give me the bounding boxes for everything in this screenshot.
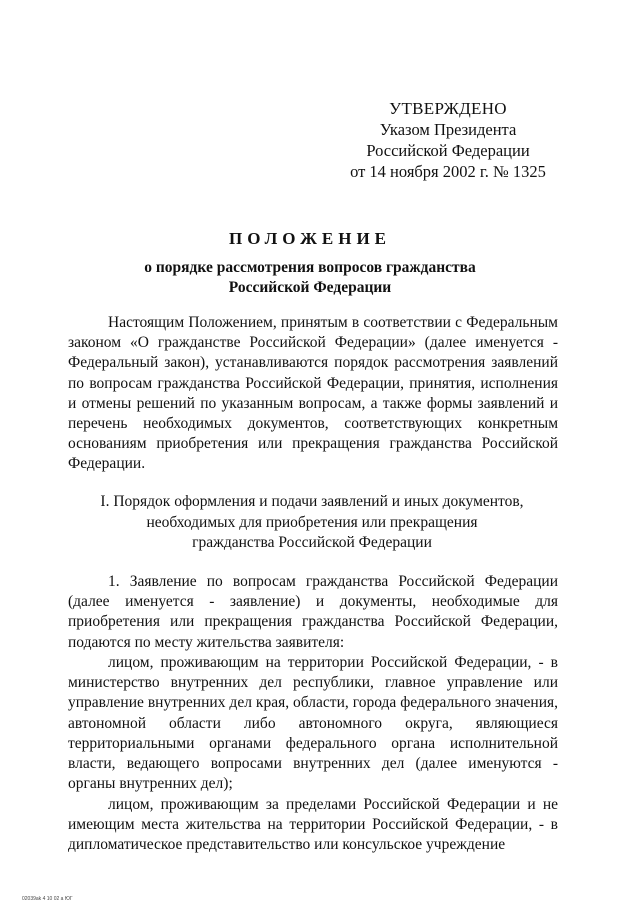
intro-paragraph: Настоящим Положением, принятым в соответствии с Федеральным законом «О гражданстве Российской Федерации» (далее именуется - Федеральный закон), устанавливаются порядок рассмотрения заявлений по вопросам гражданства Российской Федерации, принятия, исполнения и отмены решений по указанным вопросам, а также формы заявлений и перечень необходимых документов, соответствующих конкретным основаниям приобретения или прекращения гражданства Российской Федерации. <box>68 314 558 473</box>
clause-1-item-1: лицом, проживающим на территории Российской Федерации, - в министерство внутренних дел республики, главное управление или управление внутренних дел края, области, города федерального значения, автономной области либо автономного округа, являющиеся территориальными органами федерального органа исполнительной власти, ведающего вопросами внутренних дел (далее именуются - органы внутренних дел); <box>68 654 558 793</box>
approval-line-1: Указом Президента <box>379 120 517 139</box>
approval-stamp <box>318 98 578 182</box>
subtitle-line-2: Российской Федерации <box>228 279 392 296</box>
clause-1: 1. Заявление по вопросам гражданства Российской Федерации (далее именуется - заявление) и документы, необходимые для приобретения или прекращения гражданства Российской Федерации, подаются по месту жительства заявителя: <box>68 573 558 651</box>
section-1-heading <box>68 492 556 554</box>
section-heading-line-1: I. Порядок оформления и подачи заявлений и иных документов, <box>100 493 524 510</box>
clause-1-item-2: лицом, проживающим за пределами Российской Федерации и не имеющим места жительства на территории Российской Федерации, - в дипломатическое представительство или консульское учреждение <box>68 796 558 854</box>
subtitle-line-1: о порядке рассмотрения вопросов гражданства <box>144 259 476 276</box>
document-subtitle <box>70 258 550 298</box>
footer-code: 02039ak 4 10 02 a ЮГ <box>22 896 73 902</box>
approval-line-2: Российской Федерации <box>366 141 530 160</box>
section-heading-line-3: гражданства Российской Федерации <box>192 534 432 551</box>
approval-line-3: от 14 ноября 2002 г. № 1325 <box>350 162 546 181</box>
approval-title: УТВЕРЖДЕНО <box>389 99 507 118</box>
section-heading-line-2: необходимых для приобретения или прекращения <box>146 513 478 531</box>
document-title: ПОЛОЖЕНИЕ <box>229 229 391 248</box>
